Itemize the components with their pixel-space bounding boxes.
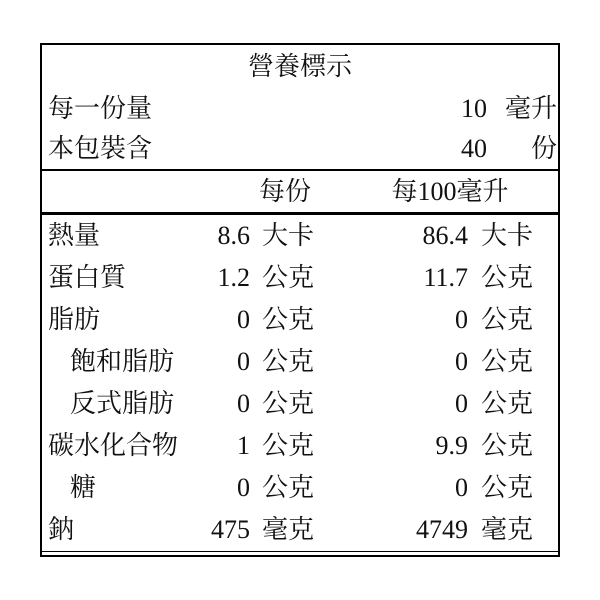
nutrient-row (42, 257, 558, 299)
per-100ml-value: 0 (455, 347, 468, 376)
nutrient-label: 鈉 (48, 515, 75, 544)
per-serving-value: 0 (237, 473, 250, 502)
nutrient-row (42, 425, 558, 467)
column-header-per-serving: 每份 (258, 176, 311, 206)
nutrient-row (42, 299, 558, 341)
bottom-rule (42, 551, 558, 555)
nutrient-row (42, 341, 558, 383)
per-serving-value: 1 (237, 431, 250, 460)
per-serving-value: 0 (237, 389, 250, 418)
nutrient-row (42, 467, 558, 509)
per-serving-value: 1.2 (217, 263, 250, 292)
per-100ml-value: 86.4 (422, 221, 468, 250)
column-header-per-100ml: 每100毫升 (391, 176, 509, 206)
label-title-row (42, 45, 558, 88)
serving-size-row (42, 88, 558, 129)
nutrient-label: 反式脂肪 (70, 389, 175, 418)
servings-per-package-value: 40 (461, 134, 487, 163)
column-header-row (42, 171, 558, 212)
nutrient-label: 糖 (70, 473, 97, 502)
per-serving-value: 0 (237, 347, 250, 376)
per-serving-unit: 公克 (262, 389, 315, 418)
per-100ml-unit: 公克 (481, 431, 534, 460)
per-serving-unit: 公克 (262, 347, 315, 376)
per-serving-unit: 毫克 (262, 515, 315, 544)
per-100ml-value: 0 (455, 305, 468, 334)
per-serving-unit: 大卡 (262, 221, 315, 250)
per-100ml-value: 9.9 (435, 431, 468, 460)
per-100ml-unit: 毫克 (481, 515, 534, 544)
per-serving-unit: 公克 (262, 431, 315, 460)
per-100ml-value: 4749 (416, 515, 468, 544)
per-100ml-unit: 公克 (481, 347, 534, 376)
servings-per-package-row (42, 129, 558, 169)
per-100ml-value: 11.7 (423, 263, 468, 292)
per-serving-value: 8.6 (217, 221, 250, 250)
per-100ml-unit: 公克 (481, 263, 534, 292)
servings-per-package-label: 本包裝含 (48, 134, 153, 163)
per-serving-unit: 公克 (262, 473, 315, 502)
serving-size-unit: 毫升 (504, 93, 557, 123)
nutrient-row (42, 215, 558, 257)
nutrient-label: 脂肪 (48, 305, 101, 334)
per-100ml-unit: 公克 (481, 305, 534, 334)
nutrient-rows (42, 215, 558, 551)
per-serving-unit: 公克 (262, 263, 315, 292)
nutrition-label-table (40, 43, 560, 557)
nutrient-label: 飽和脂肪 (70, 347, 175, 376)
serving-size-label: 每一份量 (48, 93, 153, 123)
per-100ml-unit: 大卡 (481, 221, 534, 250)
serving-size-value: 10 (461, 93, 487, 123)
nutrient-row (42, 509, 558, 551)
nutrient-row (42, 383, 558, 425)
per-serving-value: 475 (211, 515, 250, 544)
per-serving-unit: 公克 (262, 305, 315, 334)
per-100ml-value: 0 (455, 389, 468, 418)
per-100ml-unit: 公克 (481, 473, 534, 502)
nutrient-label: 蛋白質 (48, 263, 127, 292)
servings-per-package-unit: 份 (530, 134, 557, 163)
label-title: 營養標示 (247, 51, 352, 81)
per-100ml-value: 0 (455, 473, 468, 502)
nutrient-label: 碳水化合物 (48, 431, 179, 460)
nutrient-label: 熱量 (48, 221, 101, 250)
per-100ml-unit: 公克 (481, 389, 534, 418)
per-serving-value: 0 (237, 305, 250, 334)
